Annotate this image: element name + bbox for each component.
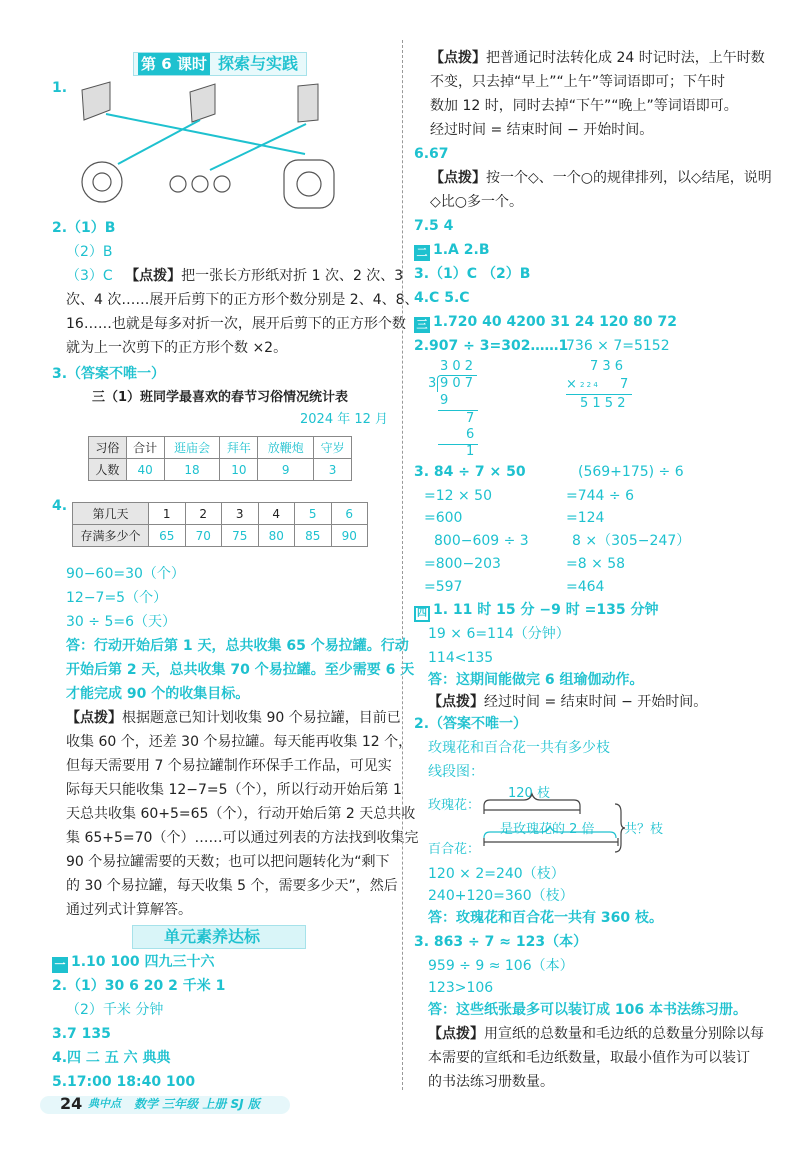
q4-cell: 第几天 <box>73 503 149 525</box>
q4-cell: 存满多少个 <box>73 525 149 547</box>
q3-cell: 3 <box>314 459 352 481</box>
lesson-badge: 第 6 课时 <box>138 53 210 75</box>
sec4-l2: 19 × 6=114（分钟） <box>428 626 570 642</box>
q4-cell: 90 <box>331 525 368 547</box>
q4-cell: 75 <box>222 525 259 547</box>
section-3-mark: 三 <box>414 317 430 333</box>
s2: 2.（1）30 6 20 2 千米 1 <box>52 978 226 994</box>
q2b-l2: 240+120=360（枝） <box>428 888 574 904</box>
seg-times: 是玫瑰花的 2 倍 <box>500 822 595 837</box>
c2-right: 736 × 7=5152 <box>566 338 670 354</box>
sec4-tip-tag: 【点拨】 <box>428 694 484 710</box>
div-divisor: 3 <box>428 376 437 391</box>
q6-tip-1-line <box>430 168 772 188</box>
q1-number: 1. <box>52 80 68 96</box>
q3-table <box>88 436 352 481</box>
q3-cell: 逛庙会 <box>164 437 220 459</box>
section-2-mark: 二 <box>414 245 430 261</box>
div-dividend: 9 0 7 <box>440 376 474 391</box>
r-tip-tag: 【点拨】 <box>430 50 486 66</box>
q3-cell: 10 <box>220 459 258 481</box>
match-lines <box>106 114 306 170</box>
q4-tip-6: 集 65+5=70（个）……可以通过列表的方法找到收集完 <box>66 830 419 846</box>
q2-tip-3: 16……也就是每多对折一次，展开后剪下的正方形个数 <box>66 316 406 332</box>
div-step3: 6 <box>466 427 475 442</box>
q4-l3: 30 ÷ 5=6（天） <box>66 614 176 630</box>
q3-cell: 人数 <box>89 459 127 481</box>
q2-3: （3）C <box>66 268 113 284</box>
q2-tip-1: 把一张长方形纸对折 1 次、2 次、3 <box>181 268 404 284</box>
s4: 4.四 二 五 六 典典 <box>52 1050 171 1066</box>
q4-tip-1-line <box>66 708 401 728</box>
r-tip-1-line <box>430 48 765 68</box>
section-1-mark: 一 <box>52 957 68 973</box>
sec4-l3: 114<135 <box>428 650 494 666</box>
q6-tip-2: ◇比○多一个。 <box>430 194 523 210</box>
q3-cell: 放鞭炮 <box>258 437 314 459</box>
c3-c2: =800−203 <box>424 556 501 572</box>
r-tip-1: 把普通记时法转化成 24 时记时法，上午时数 <box>486 50 765 66</box>
q4-cell: 5 <box>295 503 332 525</box>
q3-cell: 合计 <box>126 437 164 459</box>
sec4-tip-line <box>428 692 707 712</box>
q3b-tip-tag: 【点拨】 <box>428 1026 484 1042</box>
q2-tip-2: 次、4 次……展开后剪下的正方形个数分别是 2、4、8、 <box>66 292 419 308</box>
mul-carry: 2 2 4 <box>580 381 598 389</box>
q4-tip-9: 通过列式计算解答。 <box>66 902 192 918</box>
s5: 5.17:00 18:40 100 <box>52 1074 196 1090</box>
q4-l1: 90−60=30（个） <box>66 566 185 582</box>
r3: 3.（1）C （2）B <box>414 266 531 282</box>
q4-tip-2: 收集 60 个，还差 30 个易拉罐。每天能再收集 12 个， <box>66 734 413 750</box>
c3-c1: 800−609 ÷ 3 <box>434 533 529 549</box>
mul-result: 5 1 5 2 <box>580 396 626 411</box>
mul-top: 7 3 6 <box>590 359 624 374</box>
div-step2: 7 <box>466 411 475 426</box>
q4-tip-8: 的 30 个易拉罐，每天收集 5 个，需要多少天”，然后 <box>66 878 398 894</box>
s2-2: （2）千米 分钟 <box>66 1002 164 1018</box>
q3b-tip-1-line <box>428 1024 764 1044</box>
q4-ans-1: 答：行动开始后第 1 天，总共收集 65 个易拉罐。行动 <box>66 638 409 654</box>
q4-cell: 80 <box>258 525 295 547</box>
long-division <box>428 358 508 458</box>
q2b-question: 玫瑰花和百合花一共有多少枝 <box>428 740 610 756</box>
q3-cell: 守岁 <box>314 437 352 459</box>
q3-table-title: 三（1）班同学最喜欢的春节习俗情况统计表 <box>92 390 349 405</box>
snowflake-icon <box>82 160 334 208</box>
mul-bottom: 7 <box>620 377 629 392</box>
c3-c3: =597 <box>424 579 463 595</box>
q6-tip-1: 按一个◇、一个○的规律排列，以◇结尾，说明 <box>486 170 772 186</box>
q4-tip-4: 际每天只能收集 12−7=5（个），所以行动开始后第 1 <box>66 782 402 798</box>
section-4-mark: 四 <box>414 606 430 622</box>
q4-tip-3: 但每天需要用 7 个易拉罐制作环保手工作品，可见实 <box>66 758 392 774</box>
q4-cell: 6 <box>331 503 368 525</box>
q2-3-line <box>66 266 403 286</box>
q3b-tip-1: 用宣纸的总数量和毛边纸的总数量分别除以每 <box>484 1026 764 1042</box>
q4-l2: 12−7=5（个） <box>66 590 168 606</box>
r4: 4.C 5.C <box>414 290 470 306</box>
q3-cell: 40 <box>126 459 164 481</box>
c3-a2: =12 × 50 <box>424 488 492 504</box>
sec4-line <box>414 600 658 622</box>
lesson-title: 探索与实践 <box>218 54 299 73</box>
mul-sign: × <box>566 377 577 392</box>
q3: 3.（答案不唯一） <box>52 366 166 382</box>
c3-d1: 8 ×（305−247） <box>572 533 691 549</box>
q4-cell: 65 <box>149 525 186 547</box>
c2-left: 2.907 ÷ 3=302……1 <box>414 338 569 354</box>
r-tip-3: 数加 12 时，同时去掉“下午”“晚上”等词语即可。 <box>430 98 738 114</box>
page-number: 24 <box>60 1094 83 1113</box>
div-quotient: 3 0 2 <box>440 359 474 374</box>
sec4-l1: 1. 11 时 15 分 −9 时 =135 分钟 <box>433 602 659 618</box>
q4-tip-1: 根据题意已知计划收集 90 个易拉罐，目前已 <box>122 710 401 726</box>
c3-a1: 3. 84 ÷ 7 × 50 <box>414 464 526 480</box>
unit-banner-title: 单元素养达标 <box>164 927 261 946</box>
c3-d3: =464 <box>566 579 605 595</box>
q2-tip-4: 就为上一次剪下的正方形个数 ×2。 <box>66 340 288 356</box>
q3-cell: 习俗 <box>89 437 127 459</box>
q4-tip-tag: 【点拨】 <box>66 710 122 726</box>
q3-cell: 拜年 <box>220 437 258 459</box>
sec3: 1.720 40 4200 31 24 120 80 72 <box>433 314 678 330</box>
q3b-tip-3: 的书法练习册数量。 <box>428 1074 554 1090</box>
footer-info: 数学 三年级 上册 SJ 版 <box>134 1097 260 1111</box>
seg-lily-label: 百合花： <box>428 842 481 857</box>
r-tip-4: 经过时间 = 结束时间 − 开始时间。 <box>430 122 654 138</box>
q3b-l2: 959 ÷ 9 ≈ 106（本） <box>428 958 574 974</box>
sec2: 1.A 2.B <box>433 242 490 258</box>
s1-line <box>52 952 215 973</box>
q4-cell: 3 <box>222 503 259 525</box>
sec2-line <box>414 240 490 261</box>
c3-d2: =8 × 58 <box>566 556 626 572</box>
q4-cell: 85 <box>295 525 332 547</box>
q2b-l1: 120 × 2=240（枝） <box>428 866 565 882</box>
c3-b2: =744 ÷ 6 <box>566 488 634 504</box>
q2b-ans: 答：玫瑰花和百合花一共有 360 枝。 <box>428 910 663 926</box>
sec4-ans: 答：这期间能做完 6 组瑜伽动作。 <box>428 672 644 688</box>
q4-tip-5: 天总共收集 60+5=65（个），行动开始后第 2 天总共收 <box>66 806 416 822</box>
q2-tip-tag: 【点拨】 <box>125 268 182 284</box>
q1-figures <box>70 80 350 220</box>
s3: 3.7 135 <box>52 1026 111 1042</box>
seg-120: 120 枝 <box>508 786 550 801</box>
q2b-graph-label: 线段图： <box>428 764 484 780</box>
column-divider <box>402 40 403 1090</box>
q4-tip-7: 90 个易拉罐需要的天数；也可以把问题转化为“剩下 <box>66 854 390 870</box>
div-remainder: 1 <box>466 444 475 459</box>
r-tip-2: 不变，只去掉“早上”“上午”等词语即可；下午时 <box>430 74 726 90</box>
c3-b1: (569+175) ÷ 6 <box>578 464 684 480</box>
segment-diagram <box>470 790 630 860</box>
q3b-l3: 123>106 <box>428 980 494 996</box>
seg-total: 共？枝 <box>624 822 664 837</box>
q4-cell: 4 <box>258 503 295 525</box>
q2-1: 2.（1）B <box>52 220 116 236</box>
seg-rose-label: 玫瑰花： <box>428 798 481 813</box>
q4-cell: 1 <box>149 503 186 525</box>
q3-cell: 18 <box>164 459 220 481</box>
q6: 6.67 <box>414 146 449 162</box>
sec3-line <box>414 312 677 333</box>
q4-table <box>72 502 368 547</box>
q7: 7.5 4 <box>414 218 454 234</box>
sec4-tip: 经过时间 = 结束时间 − 开始时间。 <box>484 694 708 710</box>
q4-ans-2: 开始后第 2 天，总共收集 70 个易拉罐。至少需要 6 天 <box>66 662 415 678</box>
vertical-multiplication <box>566 358 646 418</box>
q4-cell: 2 <box>185 503 222 525</box>
q2b: 2.（答案不唯一） <box>414 716 528 732</box>
q2-2: （2）B <box>66 244 113 260</box>
div-step1: 9 <box>440 393 449 408</box>
footer-brand: 典中点 <box>88 1097 121 1110</box>
q3-table-date: 2024 年 12 月 <box>300 412 389 427</box>
c3-a3: =600 <box>424 510 463 526</box>
q3b-tip-2: 本需要的宣纸和毛边纸数量，取最小值作为可以装订 <box>428 1050 750 1066</box>
c3-b3: =124 <box>566 510 605 526</box>
q6-tip-tag: 【点拨】 <box>430 170 486 186</box>
q4-ans-3: 才能完成 90 个的收集目标。 <box>66 686 250 702</box>
q3b-l1: 3. 863 ÷ 7 ≈ 123（本） <box>414 934 588 950</box>
q3b-ans: 答：这些纸张最多可以装订成 106 本书法练习册。 <box>428 1002 747 1018</box>
q4-cell: 70 <box>185 525 222 547</box>
q3-cell: 9 <box>258 459 314 481</box>
q4-number: 4. <box>52 498 68 514</box>
s1: 1.10 100 四九三十六 <box>71 954 215 970</box>
